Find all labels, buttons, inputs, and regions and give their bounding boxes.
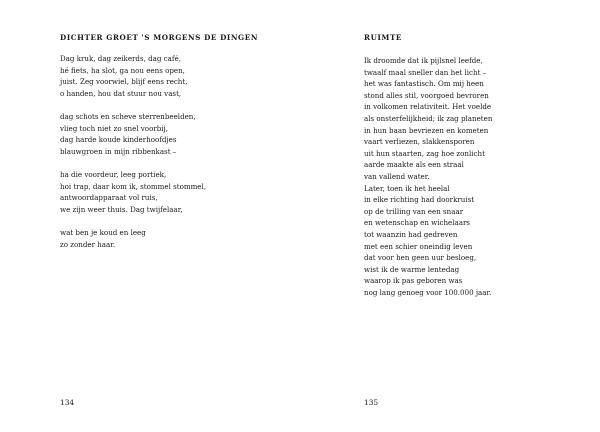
poem-line: stond alles stil, voorgoed bevroren xyxy=(364,90,489,100)
right-page xyxy=(300,0,600,432)
poem-body xyxy=(364,55,594,298)
poem-line: in elke richting had doorkruist xyxy=(364,195,475,205)
poem-line: en wetenschap en wichelaars xyxy=(364,218,470,228)
poem-title: DICHTER GROET 'S MORGENS DE DINGEN xyxy=(60,33,259,42)
poem-line: juist. Zeg voorwiel, blijf eens recht, xyxy=(60,77,188,87)
page-number: 135 xyxy=(364,398,379,407)
page-number: 134 xyxy=(60,398,75,407)
poem-line: we zijn weer thuis. Dag twijfelaar, xyxy=(60,204,183,214)
poem-line: hé fiets, ha slot, ga nou eens open, xyxy=(60,65,185,75)
stanza xyxy=(60,111,290,157)
poem-line: Ik droomde dat ik pijlsnel leefde, xyxy=(364,56,483,65)
poem-line: op de trilling van een snaar xyxy=(364,206,464,216)
poem-line: o handen, hou dat stuur nou vast, xyxy=(60,88,182,98)
poem-line: zo zonder haar. xyxy=(60,239,116,249)
poem-line: antwoordapparaat vol ruis, xyxy=(60,193,158,203)
poem-line: Later, toen ik het heelal xyxy=(364,183,450,193)
poem-line: hoi trap, daar kom ik, stommel stommel, xyxy=(60,181,207,191)
poem-line: dat voor hen geen uur besloeg, xyxy=(364,253,477,263)
poem-line: in hun baan bevriezen en kometen xyxy=(364,125,489,135)
poem-line: vaart verliezen, slakkensporen xyxy=(364,137,475,147)
poem-line: dag schots en scheve sterrenbeelden, xyxy=(60,111,196,121)
poem-line: het was fantastisch. Om mij heen xyxy=(364,79,484,89)
stanza xyxy=(60,227,290,250)
poem-line: wist ik de warme lentedag xyxy=(364,264,460,274)
poem-line: als onsterfelijkheid; ik zag planeten xyxy=(364,113,493,123)
poem-line: Dag kruk, dag zeikerds, dag café, xyxy=(60,54,181,63)
poem-line: met een schier oneindig leven xyxy=(364,241,473,251)
poem-body xyxy=(60,53,290,262)
poem-line: van vallend water. xyxy=(364,171,430,181)
poem-line: in volkomen relativiteit. Het voelde xyxy=(364,102,492,112)
poem-line: waarop ik pas geboren was xyxy=(364,276,463,286)
poem-line: ha die voordeur, leeg portiek, xyxy=(60,169,167,179)
poem-line: nog lang genoeg voor 100.000 jaar. xyxy=(364,287,492,297)
stanza xyxy=(60,169,290,215)
poem-line: twaalf maal sneller dan het licht – xyxy=(364,67,487,77)
poem-line: wat ben je koud en leeg xyxy=(60,227,146,237)
poem-line: vlieg toch niet zo snel voorbij, xyxy=(60,123,168,133)
poem-line: blauwgroen in mijn ribbenkast – xyxy=(60,146,177,156)
poem-title: RUIMTE xyxy=(364,33,402,42)
poem-line: aarde maakte als een straal xyxy=(364,160,464,170)
poem-line: dag harde koude kinderhoofdjes xyxy=(60,135,177,145)
stanza xyxy=(60,53,290,99)
poem-line: uit hun staarten, zag hoe zonlicht xyxy=(364,148,485,158)
poem-line: tot waanzin had gedreven xyxy=(364,229,458,239)
